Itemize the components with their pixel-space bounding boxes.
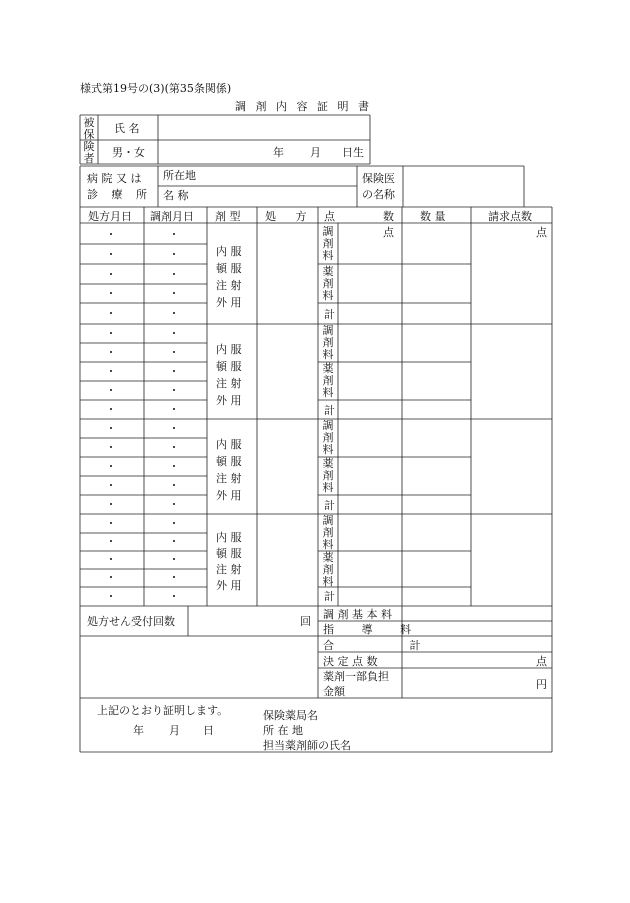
birth-day-label: 日生	[342, 146, 364, 159]
prescription-date-dot: ・	[105, 403, 117, 416]
insured-name-label: 氏 名	[114, 122, 140, 135]
prescription-date-dot: ・	[105, 228, 117, 241]
dispensing-date-dot: ・	[168, 535, 180, 548]
prescription-date-dot: ・	[105, 553, 117, 566]
dispensing-date-dot: ・	[168, 590, 180, 603]
prescription-date-dot: ・	[105, 590, 117, 603]
dispensing-date-dot: ・	[168, 248, 180, 261]
prescription-date-dot: ・	[105, 460, 117, 473]
pharmacist-name-label: 担当薬剤師の氏名	[263, 739, 351, 752]
hospital-label-line2: 診 療 所	[87, 188, 152, 201]
birth-year-label: 年	[273, 146, 284, 159]
dispensing-date-dot: ・	[168, 498, 180, 511]
hospital-name-label: 名 称	[163, 189, 189, 202]
pharmacy-address-label: 所 在 地	[263, 724, 303, 737]
copay-label-line1: 薬剤一部負担	[323, 670, 389, 683]
prescription-date-dot: ・	[105, 327, 117, 340]
cert-day-label: 日	[203, 724, 214, 737]
subtotal-label: 計	[324, 308, 335, 321]
dispensing-fee-label: 調剤料	[322, 419, 334, 456]
drug-fee-label: 薬剤料	[322, 457, 334, 494]
cert-year-label: 年	[133, 724, 144, 737]
dosage-form-oral: 内 服	[216, 245, 242, 258]
subtotal-label: 計	[324, 404, 335, 417]
dispensing-date-dot: ・	[168, 422, 180, 435]
prescription-date-dot: ・	[105, 307, 117, 320]
col-prescription: 処 方	[265, 210, 315, 223]
dosage-form-external: 外 用	[216, 394, 242, 407]
dispensing-fee-label: 調剤料	[322, 225, 334, 262]
subtotal-label: 計	[324, 590, 335, 603]
document-title: 調 剤 内 容 証 明 書	[235, 100, 372, 113]
total-label: 合 計	[323, 639, 457, 652]
drug-fee-label: 薬剤料	[322, 362, 334, 399]
dosage-form-injection: 注 射	[216, 472, 242, 485]
insured-label: 被保険者	[83, 116, 95, 165]
prescription-date-dot: ・	[105, 346, 117, 359]
dispensing-date-dot: ・	[168, 441, 180, 454]
drug-fee-label: 薬剤料	[322, 265, 334, 302]
prescription-date-dot: ・	[105, 571, 117, 584]
doctor-label-line1: 保険医	[362, 172, 395, 185]
dosage-form-injection: 注 射	[216, 563, 242, 576]
dispensing-date-dot: ・	[168, 403, 180, 416]
receipt-count-unit: 回	[300, 615, 311, 628]
dosage-form-asneeded: 頓 服	[216, 360, 242, 373]
dispensing-date-dot: ・	[168, 327, 180, 340]
dosage-form-asneeded: 頓 服	[216, 262, 242, 275]
hospital-label-line1: 病 院 又 は	[87, 172, 142, 185]
copay-unit: 円	[536, 678, 547, 691]
col-count-label: 数	[383, 210, 394, 223]
prescription-date-dot: ・	[105, 287, 117, 300]
dispensing-date-dot: ・	[168, 460, 180, 473]
dispensing-date-dot: ・	[168, 571, 180, 584]
prescription-date-dot: ・	[105, 535, 117, 548]
dosage-form-oral: 内 服	[216, 531, 242, 544]
prescription-date-dot: ・	[105, 384, 117, 397]
prescription-date-dot: ・	[105, 517, 117, 530]
dispensing-fee-label: 調剤料	[322, 514, 334, 551]
col-points-label: 点	[324, 210, 335, 223]
dispensing-date-dot: ・	[168, 346, 180, 359]
col-dosage-form: 剤 型	[215, 210, 241, 223]
dispensing-date-dot: ・	[168, 517, 180, 530]
dosage-form-external: 外 用	[216, 489, 242, 502]
dispensing-date-dot: ・	[168, 287, 180, 300]
prescription-date-dot: ・	[105, 479, 117, 492]
dispensing-date-dot: ・	[168, 307, 180, 320]
subtotal-label: 計	[324, 499, 335, 512]
pharmacy-name-label: 保険薬局名	[263, 709, 318, 722]
doctor-label-line2: の名称	[362, 188, 395, 201]
form-number: 様式第19号の(3)(第35条関係)	[80, 82, 232, 95]
cert-month-label: 月	[169, 724, 180, 737]
dosage-form-oral: 内 服	[216, 438, 242, 451]
copay-label-line2: 金額	[323, 685, 345, 698]
col-prescription-date: 処方月日	[88, 210, 132, 223]
dosage-form-asneeded: 頓 服	[216, 547, 242, 560]
dosage-form-oral: 内 服	[216, 343, 242, 356]
dispensing-date-dot: ・	[168, 365, 180, 378]
dispensing-date-dot: ・	[168, 268, 180, 281]
certification-statement: 上記のとおり証明します。	[97, 704, 229, 717]
dosage-form-injection: 注 射	[216, 377, 242, 390]
points-unit: 点	[383, 226, 394, 239]
decided-points-label: 決 定 点 数	[323, 655, 378, 668]
col-claim-points: 請求点数	[488, 210, 532, 223]
dosage-form-external: 外 用	[216, 579, 242, 592]
hospital-address-label: 所在地	[163, 169, 196, 182]
dosage-form-asneeded: 頓 服	[216, 455, 242, 468]
prescription-date-dot: ・	[105, 365, 117, 378]
col-dispensing-date: 調剤月日	[150, 210, 194, 223]
insured-sex-label: 男・女	[112, 146, 145, 159]
claim-points-unit: 点	[536, 226, 547, 239]
prescription-date-dot: ・	[105, 248, 117, 261]
decided-points-unit: 点	[536, 655, 547, 668]
prescription-date-dot: ・	[105, 422, 117, 435]
basic-fee-label: 調 剤 基 本 料	[323, 608, 392, 621]
receipt-count-label: 処方せん受付回数	[87, 615, 175, 628]
guidance-fee-label: 指 導 料	[323, 623, 423, 636]
dispensing-fee-label: 調剤料	[322, 324, 334, 361]
drug-fee-label: 薬剤料	[322, 551, 334, 588]
dosage-form-external: 外 用	[216, 296, 242, 309]
dosage-form-injection: 注 射	[216, 279, 242, 292]
prescription-date-dot: ・	[105, 268, 117, 281]
col-quantity: 数 量	[420, 210, 446, 223]
dispensing-date-dot: ・	[168, 553, 180, 566]
prescription-date-dot: ・	[105, 441, 117, 454]
dispensing-date-dot: ・	[168, 228, 180, 241]
dispensing-date-dot: ・	[168, 384, 180, 397]
dispensing-date-dot: ・	[168, 479, 180, 492]
birth-month-label: 月	[310, 146, 321, 159]
prescription-date-dot: ・	[105, 498, 117, 511]
